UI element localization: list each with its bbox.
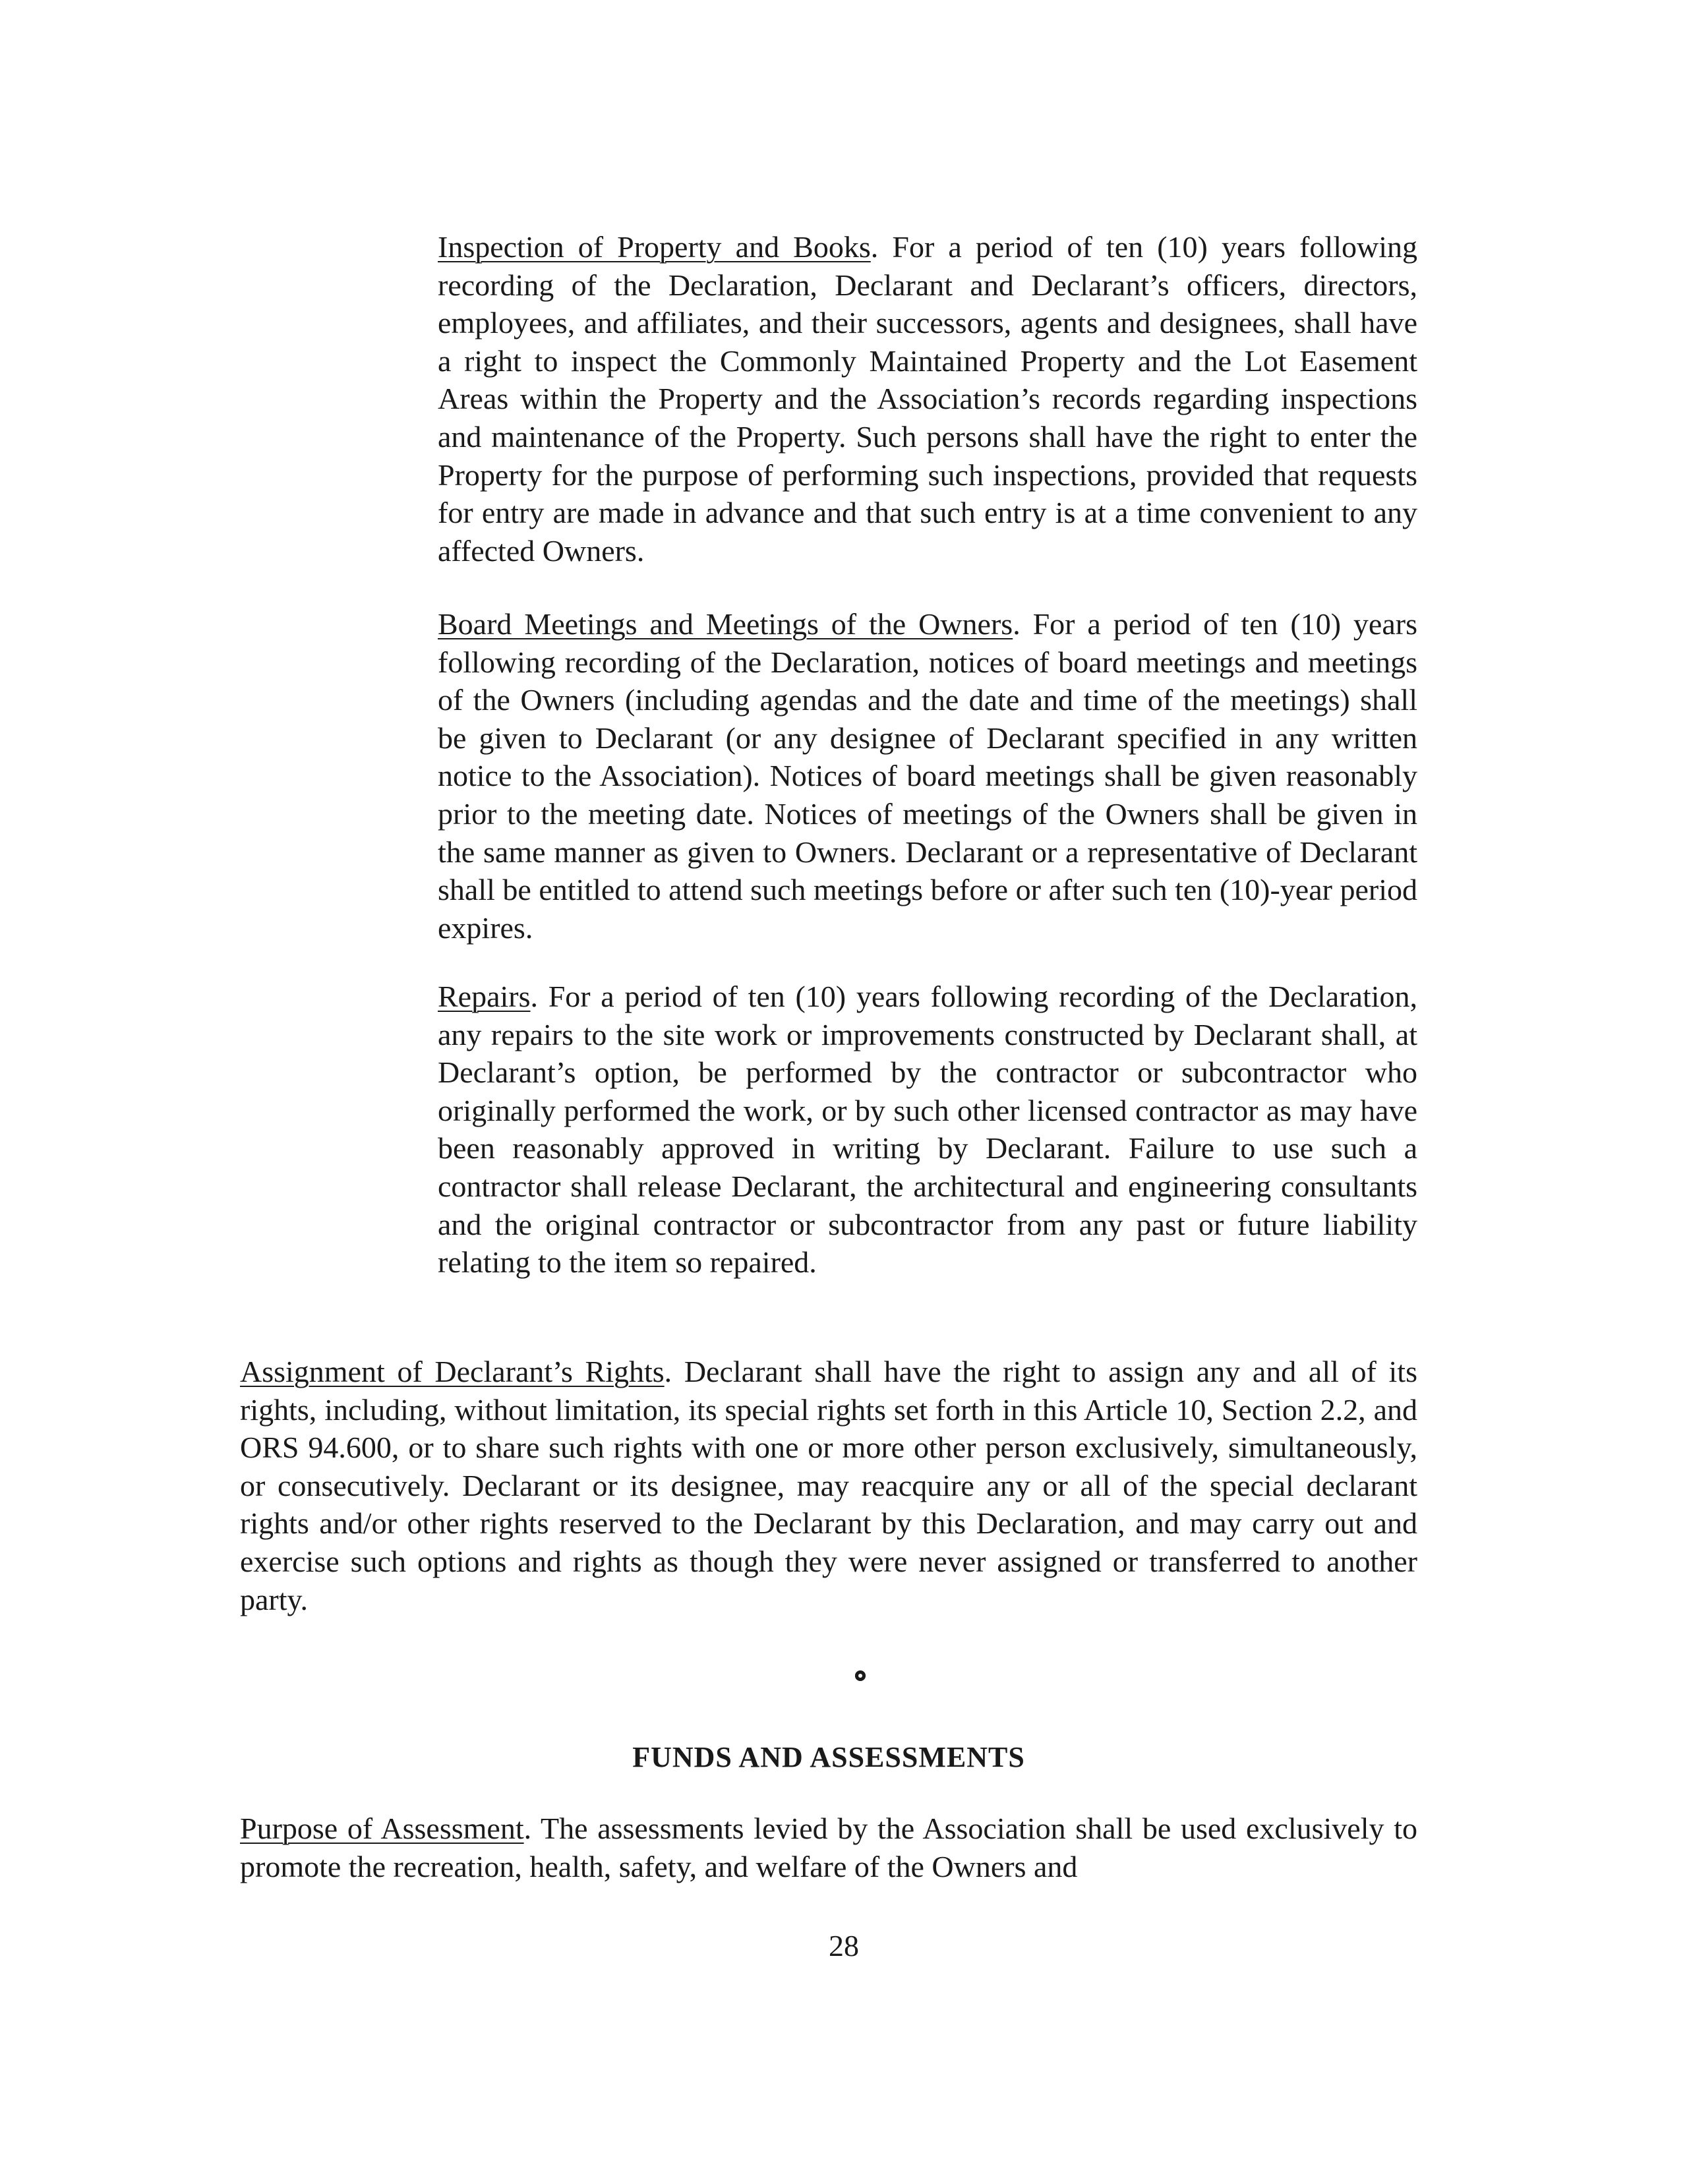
paragraph-heading: Inspection of Property and Books (438, 230, 871, 264)
paragraph-assignment (240, 1353, 1417, 1618)
paragraph-heading: Purpose of Assessment (240, 1812, 524, 1845)
article-title: FUNDS AND ASSESSMENTS (632, 1741, 1025, 1773)
paragraph-heading: Repairs (438, 980, 531, 1013)
paragraph-body: . The assessments levied by the Association shall be used exclusively to promote the recreation, health, safety, and welfare of the Owners and (240, 1812, 1417, 1883)
paragraph-body: . For a period of ten (10) years following recording of the Declaration, any repairs to the site work or improvements constructed by Declarant shall, at Declarant’s option, be performed by the contractor or subcontractor who originally performed the work, or by such other licensed contractor as may have been reasonably approved in writing by Declarant. Failure to use such a contractor shall release Declarant, the architectural and engineering consultants and the original contractor or subcontractor from any past or future liability relating to the item so repaired. (438, 980, 1417, 1280)
paragraph-body: . For a period of ten (10) years following recording of the Declaration, notices of board meetings and meetings of the Owners (including agendas and the date and time of the meetings) shall be given to Declarant (or any designee of Declarant specified in any written notice to the Association). Notices of board meetings shall be given reasonably prior to the meeting date. Notices of meetings of the Owners shall be given in the same manner as given to Owners. Declarant or a representative of Declarant shall be entitled to attend such meetings before or after such ten (10)-year period expires. (438, 607, 1417, 945)
paragraph-heading: Board Meetings and Meetings of the Owners (438, 607, 1013, 641)
paragraph-inspection (438, 228, 1417, 570)
paragraph-body: . Declarant shall have the right to assign any and all of its rights, including, without limitation, its special rights set forth in this Article 10, Section 2.2, and ORS 94.600, or to share such rights with one or more other person exclusively, simultaneously, or consecutively. Declarant or its designee, may reacquire any or all of the special declarant rights and/or other rights reserved to the Declarant by this Declaration, and may carry out and exercise such options and rights as though they were never assigned or transferred to another party. (240, 1355, 1417, 1616)
page-number: 28 (829, 1929, 859, 1963)
bullet-icon (855, 1670, 866, 1681)
paragraph-board-meetings (438, 605, 1417, 947)
paragraph-body: . For a period of ten (10) years following recording of the Declaration, Declarant and Declarant’s officers, directors, employees, and affiliates, and their successors, agents and designees, shall have a right to inspect the Commonly Maintained Property and the Lot Easement Areas within the Property and the Association’s records regarding inspections and maintenance of the Property. Such persons shall have the right to enter the Property for the purpose of performing such inspections, provided that requests for entry are made in advance and that such entry is at a time convenient to any affected Owners. (438, 230, 1417, 568)
paragraph-repairs (438, 978, 1417, 1282)
paragraph-purpose (240, 1810, 1417, 1885)
paragraph-heading: Assignment of Declarant’s Rights (240, 1355, 665, 1388)
